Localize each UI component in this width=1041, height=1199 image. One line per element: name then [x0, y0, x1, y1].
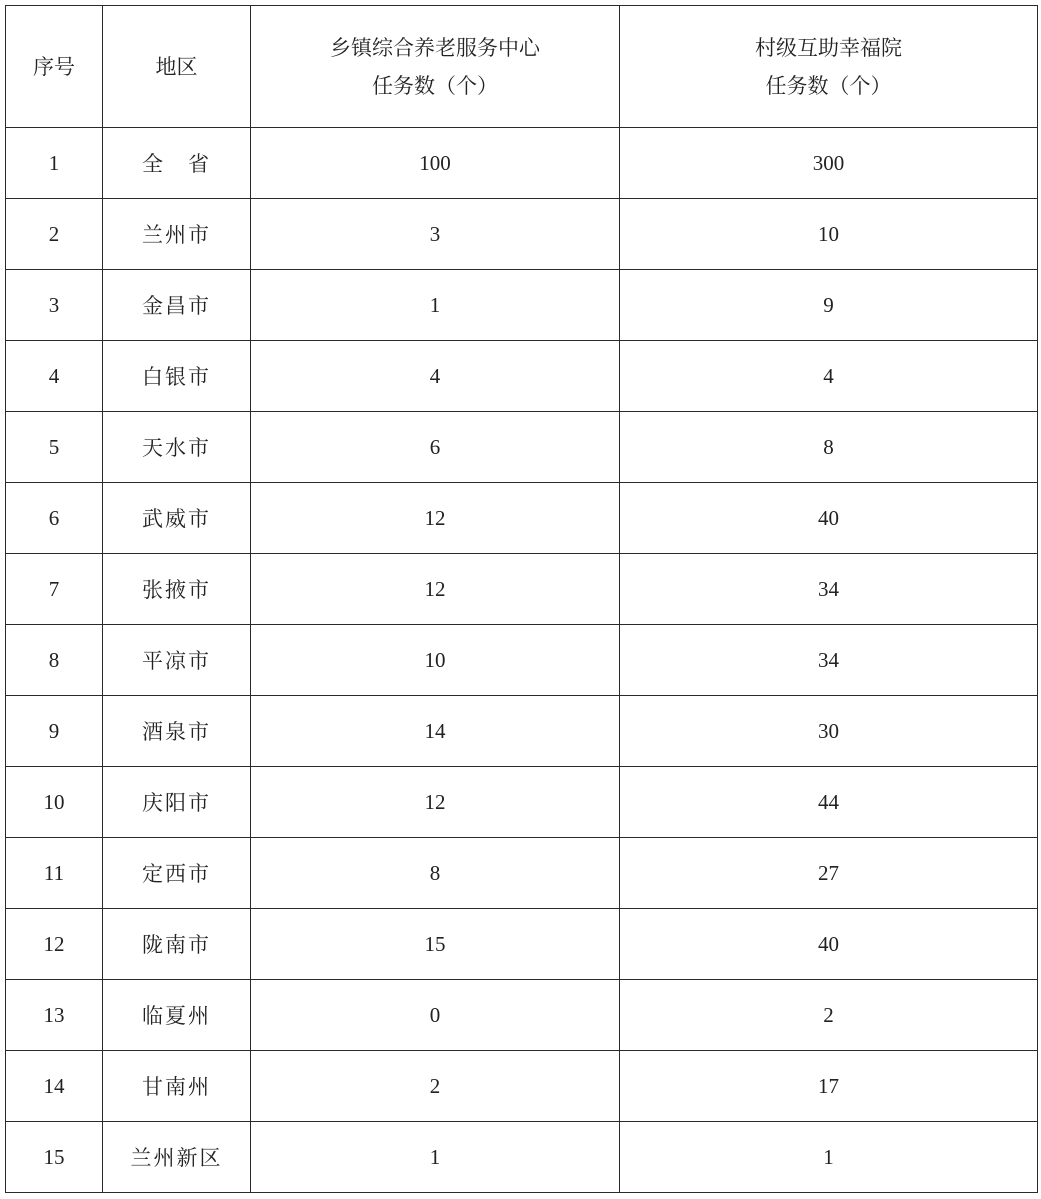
- header-region-label: 地区: [155, 54, 198, 79]
- cell-index: 5: [6, 412, 103, 483]
- cell-village-count: 9: [620, 270, 1038, 341]
- cell-township-count: 3: [251, 199, 620, 270]
- header-row: [6, 6, 1038, 128]
- cell-village-count: 34: [620, 625, 1038, 696]
- cell-village-count: 8: [620, 412, 1038, 483]
- cell-region: 全 省: [103, 128, 251, 199]
- header-index: [6, 6, 103, 128]
- table-row: [6, 1051, 1038, 1122]
- cell-township-count: 1: [251, 1122, 620, 1193]
- cell-index: 4: [6, 341, 103, 412]
- cell-village-count: 1: [620, 1122, 1038, 1193]
- cell-village-count: 40: [620, 909, 1038, 980]
- cell-region: 白银市: [103, 341, 251, 412]
- cell-township-count: 15: [251, 909, 620, 980]
- cell-township-count: 8: [251, 838, 620, 909]
- cell-region: 酒泉市: [103, 696, 251, 767]
- cell-index: 10: [6, 767, 103, 838]
- header-index-label: 序号: [33, 54, 75, 79]
- cell-index: 8: [6, 625, 103, 696]
- header-village-line2: 任务数（个）: [765, 73, 892, 98]
- table-row: [6, 696, 1038, 767]
- header-township-line1: 乡镇综合养老服务中心: [330, 35, 540, 60]
- cell-village-count: 44: [620, 767, 1038, 838]
- table-row: [6, 483, 1038, 554]
- table-row: [6, 625, 1038, 696]
- cell-township-count: 4: [251, 341, 620, 412]
- table-row: [6, 270, 1038, 341]
- cell-index: 14: [6, 1051, 103, 1122]
- cell-index: 3: [6, 270, 103, 341]
- cell-township-count: 6: [251, 412, 620, 483]
- cell-region: 平凉市: [103, 625, 251, 696]
- table-row: [6, 980, 1038, 1051]
- cell-index: 11: [6, 838, 103, 909]
- cell-region: 陇南市: [103, 909, 251, 980]
- cell-region: 定西市: [103, 838, 251, 909]
- cell-region: 临夏州: [103, 980, 251, 1051]
- header-region: [103, 6, 251, 128]
- header-township-tasks: [251, 6, 620, 128]
- cell-township-count: 14: [251, 696, 620, 767]
- cell-region: 兰州新区: [103, 1122, 251, 1193]
- table-row: [6, 412, 1038, 483]
- cell-township-count: 12: [251, 554, 620, 625]
- table-row: [6, 767, 1038, 838]
- cell-index: 6: [6, 483, 103, 554]
- cell-region: 天水市: [103, 412, 251, 483]
- cell-village-count: 27: [620, 838, 1038, 909]
- cell-township-count: 12: [251, 483, 620, 554]
- cell-index: 2: [6, 199, 103, 270]
- table-row: [6, 199, 1038, 270]
- cell-index: 7: [6, 554, 103, 625]
- cell-index: 1: [6, 128, 103, 199]
- cell-village-count: 30: [620, 696, 1038, 767]
- table-row: [6, 909, 1038, 980]
- cell-index: 13: [6, 980, 103, 1051]
- cell-region: 兰州市: [103, 199, 251, 270]
- table-row: [6, 838, 1038, 909]
- cell-township-count: 0: [251, 980, 620, 1051]
- cell-village-count: 2: [620, 980, 1038, 1051]
- cell-region: 甘南州: [103, 1051, 251, 1122]
- cell-village-count: 10: [620, 199, 1038, 270]
- header-village-line1: 村级互助幸福院: [755, 35, 902, 60]
- cell-village-count: 17: [620, 1051, 1038, 1122]
- cell-township-count: 2: [251, 1051, 620, 1122]
- task-table: [5, 5, 1038, 1193]
- header-village-tasks: [620, 6, 1038, 128]
- table-row: [6, 554, 1038, 625]
- table-row: [6, 1122, 1038, 1193]
- cell-region: 武威市: [103, 483, 251, 554]
- cell-region: 张掖市: [103, 554, 251, 625]
- cell-index: 9: [6, 696, 103, 767]
- task-table-container: [5, 5, 1037, 1193]
- table-row: [6, 128, 1038, 199]
- cell-village-count: 300: [620, 128, 1038, 199]
- table-body: [6, 128, 1038, 1193]
- cell-index: 15: [6, 1122, 103, 1193]
- cell-village-count: 4: [620, 341, 1038, 412]
- cell-township-count: 100: [251, 128, 620, 199]
- header-township-line2: 任务数（个）: [372, 73, 498, 98]
- cell-village-count: 34: [620, 554, 1038, 625]
- cell-village-count: 40: [620, 483, 1038, 554]
- cell-region: 庆阳市: [103, 767, 251, 838]
- cell-index: 12: [6, 909, 103, 980]
- cell-township-count: 10: [251, 625, 620, 696]
- table-row: [6, 341, 1038, 412]
- cell-township-count: 1: [251, 270, 620, 341]
- cell-region: 金昌市: [103, 270, 251, 341]
- cell-township-count: 12: [251, 767, 620, 838]
